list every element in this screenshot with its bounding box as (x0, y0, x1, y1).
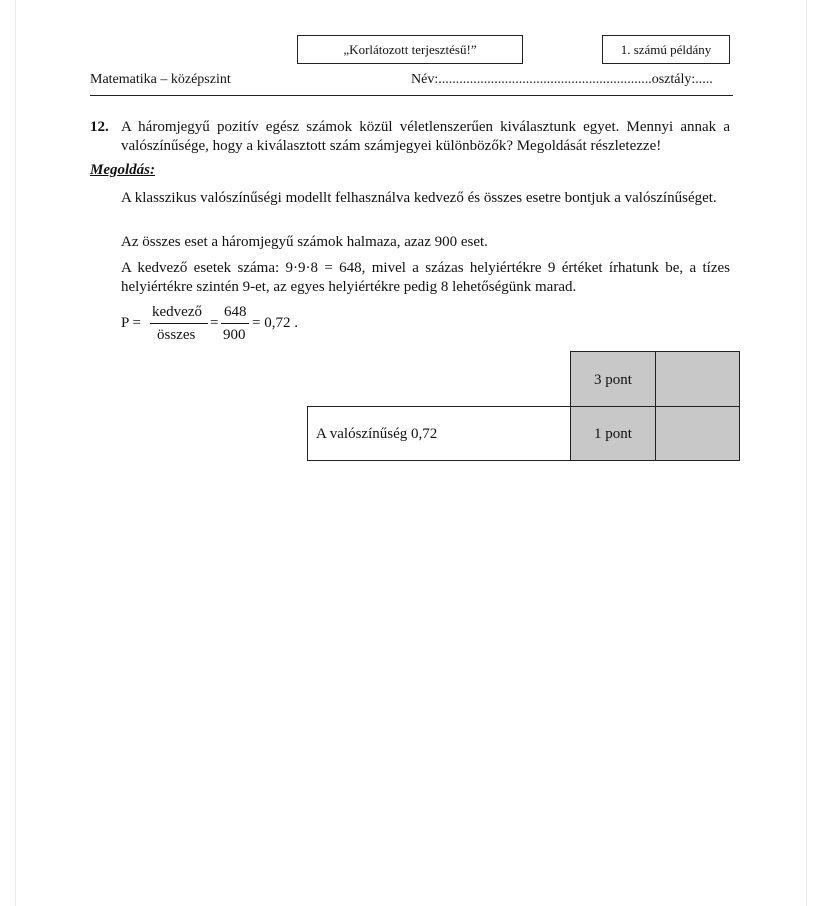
scoring-table (307, 351, 740, 461)
formula-equals: = (210, 315, 219, 331)
points-cell: 3 pont (570, 351, 656, 407)
copy-number-box: 1. számú példány (602, 35, 730, 64)
awarded-points-cell (655, 406, 740, 461)
fraction-bar (150, 323, 208, 324)
solution-paragraph: A klasszikus valószínűségi modellt felhasználva kedvező és összes esetre bontjuk a valószínűséget. (121, 190, 717, 206)
task-text: A háromjegyű pozitív egész számok közül véletlenszerűen kiválasztunk egyet. Mennyi annak a valószínűsége, hogy a kiválasztott szám számjegyei különbözők? Megoldását részletezze! (121, 119, 730, 154)
points-cell: 1 pont (570, 406, 656, 461)
name-class-field: Név:.............................................................osztály:..... (411, 72, 713, 87)
formula-result: = 0,72 . (252, 315, 298, 331)
formula-lhs: P = (121, 315, 141, 331)
fraction-denominator-total: összes (157, 327, 196, 343)
page-edge-left (15, 0, 16, 906)
solution-paragraph: Az összes eset a háromjegyű számok halmaza, azaz 900 eset. (121, 234, 488, 250)
criterion-cell: A valószínűség 0,72 (307, 406, 571, 461)
fraction-denominator-900: 900 (223, 327, 246, 343)
page-header (90, 72, 733, 94)
solution-paragraph: A kedvező esetek száma: 9·9·8 = 648, mivel a százas helyiértékre 9 értéket írhatunk be, a tízes helyiértékre szintén 9-et, az egyes helyiértékre pedig 8 lehetőségünk marad. (121, 260, 730, 295)
header-divider (90, 95, 733, 96)
restricted-distribution-box: „Korlátozott terjesztésű!” (297, 35, 523, 64)
probability-formula (121, 300, 421, 348)
fraction-numerator-648: 648 (224, 304, 247, 320)
fraction-bar (221, 323, 249, 324)
task-number: 12. (90, 119, 109, 135)
awarded-points-cell (655, 351, 740, 407)
subject-label: Matematika – középszint (90, 72, 231, 87)
fraction-numerator-favorable: kedvező (152, 304, 202, 320)
page-edge-right (806, 0, 807, 906)
solution-title: Megoldás: (90, 162, 155, 178)
